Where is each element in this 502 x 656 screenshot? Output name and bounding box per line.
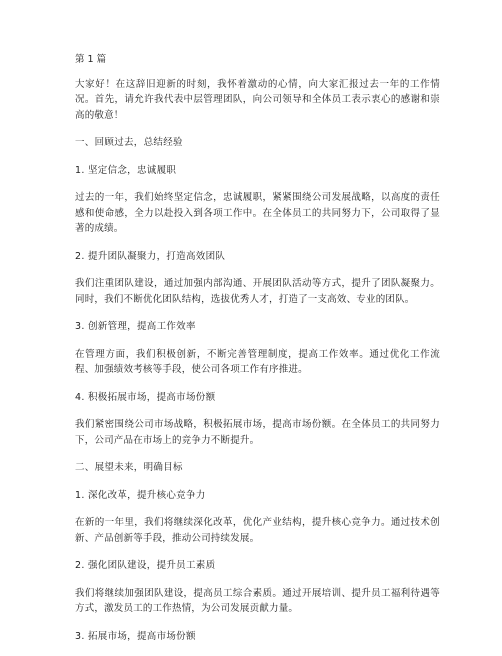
section-2-item-1-heading: 1. 深化改革，提升核心竞争力 (75, 489, 206, 501)
section-2-item-2-body: 我们将继续加强团队建设，提高员工综合素质。通过开展培训、提升员工福利待遇等方式，激发员工的工作热情，为公司发展贡献力量。 (75, 587, 440, 614)
section-1-item-1-body: 过去的一年，我们始终坚定信念，忠诚履职，紧紧围绕公司发展战略，以高度的责任感和使命感，全力以赴投入到各项工作中。在全体员工的共同努力下，公司取得了显著的成绩。 (75, 192, 440, 234)
section-1-heading: 一、回顾过去，总结经验 (75, 137, 183, 148)
section-2-item-1-body: 在新的一年里，我们将继续深化改革，优化产业结构，提升核心竞争力。通过技术创新、产品创新等手段，推动公司持续发展。 (75, 517, 440, 544)
section-2-heading: 二、展望未来，明确目标 (75, 462, 183, 473)
section-1-item-4-body: 我们紧密围绕公司市场战略，积极拓展市场，提高市场份额。在全体员工的共同努力下，公司产品在市场上的竞争力不断提升。 (75, 419, 440, 446)
section-1-item-3-heading: 3. 创新管理，提高工作效率 (75, 321, 196, 332)
section-1-item-2-heading: 2. 提升团队凝聚力，打造高效团队 (75, 250, 226, 262)
section-1-item-3-body: 在管理方面，我们积极创新，不断完善管理制度，提高工作效率。通过优化工作流程、加强绩效考核等手段，使公司各项工作有序推进。 (75, 348, 440, 375)
section-1-item-1-heading: 1. 坚定信念，忠诚履职 (75, 164, 177, 176)
section-1-item-2-body: 我们注重团队建设，通过加强内部沟通、开展团队活动等方式，提升了团队凝聚力。同时，我们不断优化团队结构，选拔优秀人才，打造了一支高效、专业的团队。 (75, 278, 440, 305)
section-2-item-2-heading: 2. 强化团队建设，提升员工素质 (75, 560, 216, 571)
document-title: 第 1 篇 (75, 54, 107, 65)
document-content (75, 52, 440, 656)
section-2-item-3-heading: 3. 拓展市场，提高市场份额 (75, 630, 196, 642)
section-1-item-4-heading: 4. 积极拓展市场，提高市场份额 (75, 391, 216, 403)
intro-paragraph: 大家好！在这辞旧迎新的时刻，我怀着激动的心情，向大家汇报过去一年的工作情况。首先，请允许我代表中层管理团队，向公司领导和全体员工表示衷心的感谢和崇高的敬意！ (75, 78, 440, 121)
